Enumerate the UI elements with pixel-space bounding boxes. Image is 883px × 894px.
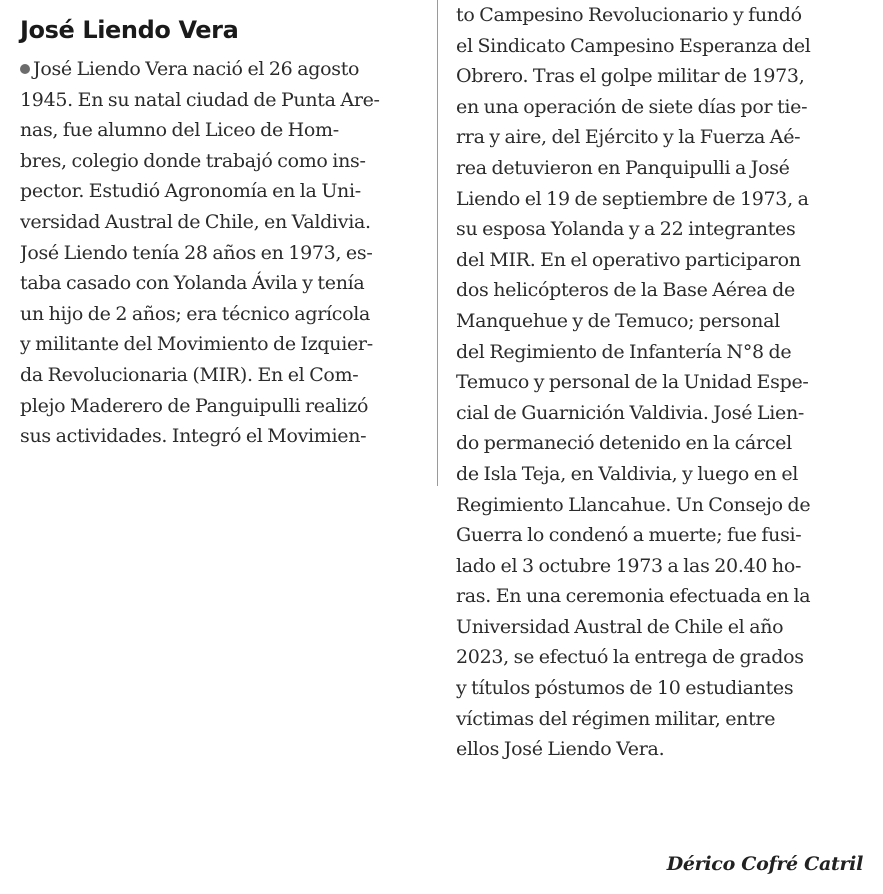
body-line: José Liendo tenía 28 años en 1973, es- — [20, 241, 373, 264]
body-line: dos helicópteros de la Base Aérea de — [456, 279, 795, 302]
column-divider — [437, 0, 438, 486]
bullet-icon — [20, 64, 30, 74]
body-line: versidad Austral de Chile, en Valdivia. — [20, 210, 371, 233]
body-line: cial de Guarnición Valdivia. José Lien- — [456, 401, 805, 424]
body-line: víctimas del régimen militar, entre — [456, 707, 776, 730]
body-line: do permaneció detenido en la cárcel — [456, 432, 792, 455]
body-line: da Revolucionaria (MIR). En el Com- — [20, 363, 359, 386]
body-line: sus actividades. Integró el Movimien- — [20, 425, 367, 448]
body-line: Liendo el 19 de septiembre de 1973, a — [456, 187, 809, 210]
body-line: plejo Maderero de Panguipulli realizó — [20, 394, 369, 417]
body-line: lado el 3 octubre 1973 a las 20.40 ho- — [456, 554, 802, 577]
body-line: taba casado con Yolanda Ávila y tenía — [20, 272, 365, 295]
body-line: bres, colegio donde trabajó como ins- — [20, 149, 366, 172]
body-line: Obrero. Tras el golpe militar de 1973, — [456, 65, 805, 88]
body-line: de Isla Teja, en Valdivia, y luego en el — [456, 462, 799, 485]
body-line: y militante del Movimiento de Izquier- — [20, 333, 373, 356]
body-line: Guerra lo condenó a muerte; fue fusi- — [456, 524, 802, 547]
body-line: del Regimiento de Infantería N°8 de — [456, 340, 792, 363]
body-line: y títulos póstumos de 10 estudiantes — [456, 677, 794, 700]
body-line: to Campesino Revolucionario y fundó — [456, 4, 802, 26]
body-line: en una operación de siete días por tie- — [456, 95, 808, 118]
body-line: Manquehue y de Temuco; personal — [456, 309, 780, 332]
article-title: José Liendo Vera — [20, 16, 239, 44]
left-column — [20, 0, 422, 452]
body-line: el Sindicato Campesino Esperanza del — [456, 34, 811, 57]
body-line: su esposa Yolanda y a 22 integrantes — [456, 218, 796, 241]
body-line: 2023, se efectuó la entrega de grados — [456, 646, 804, 669]
body-line: pector. Estudió Agronomía en la Uni- — [20, 180, 361, 203]
body-line: rra y aire, del Ejército y la Fuerza Aé- — [456, 126, 801, 149]
author-signature: Dérico Cofré Catril — [666, 853, 863, 875]
body-line: ras. En una ceremonia efectuada en la — [456, 585, 811, 608]
right-column — [456, 0, 860, 765]
body-line: 1945. En su natal ciudad de Punta Are- — [20, 88, 380, 111]
body-line: del MIR. En el operativo participaron — [456, 248, 801, 271]
body-line-text: José Liendo Vera nació el 26 agosto — [33, 58, 360, 80]
body-line: nas, fue alumno del Liceo de Hom- — [20, 119, 339, 142]
body-line: rea detuvieron en Panquipulli a José — [456, 156, 790, 179]
body-line — [20, 54, 422, 85]
body-line: un hijo de 2 años; era técnico agrícola — [20, 302, 371, 325]
body-line: ellos José Liendo Vera. — [456, 738, 665, 761]
body-line: Universidad Austral de Chile el año — [456, 615, 784, 638]
body-line: Temuco y personal de la Unidad Espe- — [456, 371, 809, 394]
body-line: Regimiento Llancahue. Un Consejo de — [456, 493, 811, 516]
